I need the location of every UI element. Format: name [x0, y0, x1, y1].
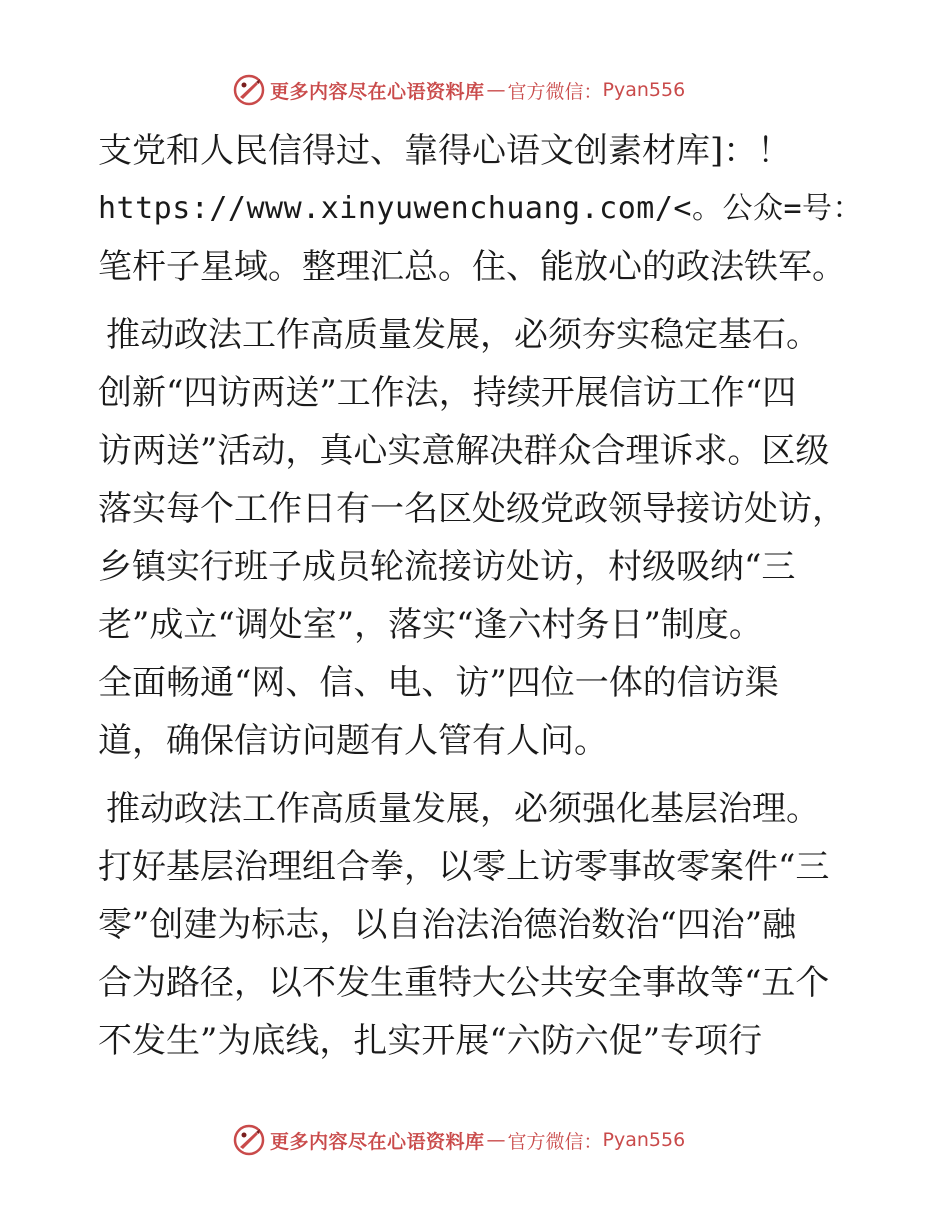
text-line: 笔杆子星域。整理汇总。住、能放心的政法铁军。 — [98, 247, 846, 287]
text-line: 推动政法工作高质量发展，必须强化基层治理。 — [106, 789, 820, 829]
paragraph — [98, 306, 858, 770]
promo-text: 更多内容尽在心语资料库 — [270, 1130, 485, 1153]
official-label: 官方微信： — [507, 80, 603, 103]
text-line: 支党和人民信得过、靠得心语文创素材库]：！ — [98, 131, 792, 171]
text-line: 创新“四访两送”工作法，持续开展信访工作“四 — [98, 373, 797, 413]
separator: — — [486, 79, 506, 101]
quill-logo-icon — [232, 73, 266, 107]
text-line: 合为路径，以不发生重特大公共安全事故等“五个 — [98, 963, 830, 1003]
text-line: 不发生”为底线，扎实开展“六防六促”专项行 — [98, 1021, 763, 1061]
text-line: 全面畅通“网、信、电、访”四位一体的信访渠 — [98, 663, 779, 703]
document-body — [98, 122, 864, 1070]
text-line: 道，确保信访问题有人管有人问。 — [98, 721, 608, 761]
text-line: 推动政法工作高质量发展，必须夯实稳定基石。 — [106, 315, 820, 355]
text-line: 乡镇实行班子成员轮流接访处访，村级吸纳“三 — [98, 547, 796, 587]
official-label: 官方微信： — [507, 1130, 603, 1153]
text-line: https://www.xinyuwenchuang.com/<。公众=号： — [98, 191, 864, 226]
text-line: 打好基层治理组合拳，以零上访零事故零案件“三 — [98, 847, 830, 887]
promo-text: 更多内容尽在心语资料库 — [270, 80, 485, 103]
separator: — — [486, 1129, 506, 1151]
text-line: 访两送”活动，真心实意解决群众合理诉求。区级 — [98, 431, 830, 471]
text-line: 老”成立“调处室”，落实“逢六村务日”制度。 — [98, 605, 763, 645]
header-watermark — [232, 72, 685, 108]
text-line: 落实每个工作日有一名区处级党政领导接访处访， — [98, 489, 846, 529]
paragraph — [98, 122, 864, 296]
wechat-id: Pyan556 — [602, 1129, 686, 1151]
wechat-id: Pyan556 — [602, 79, 686, 101]
footer-watermark — [232, 1122, 685, 1158]
quill-logo-icon — [232, 1123, 266, 1157]
paragraph — [98, 780, 858, 1070]
text-line: 零”创建为标志，以自治法治德治数治“四治”融 — [98, 905, 797, 945]
